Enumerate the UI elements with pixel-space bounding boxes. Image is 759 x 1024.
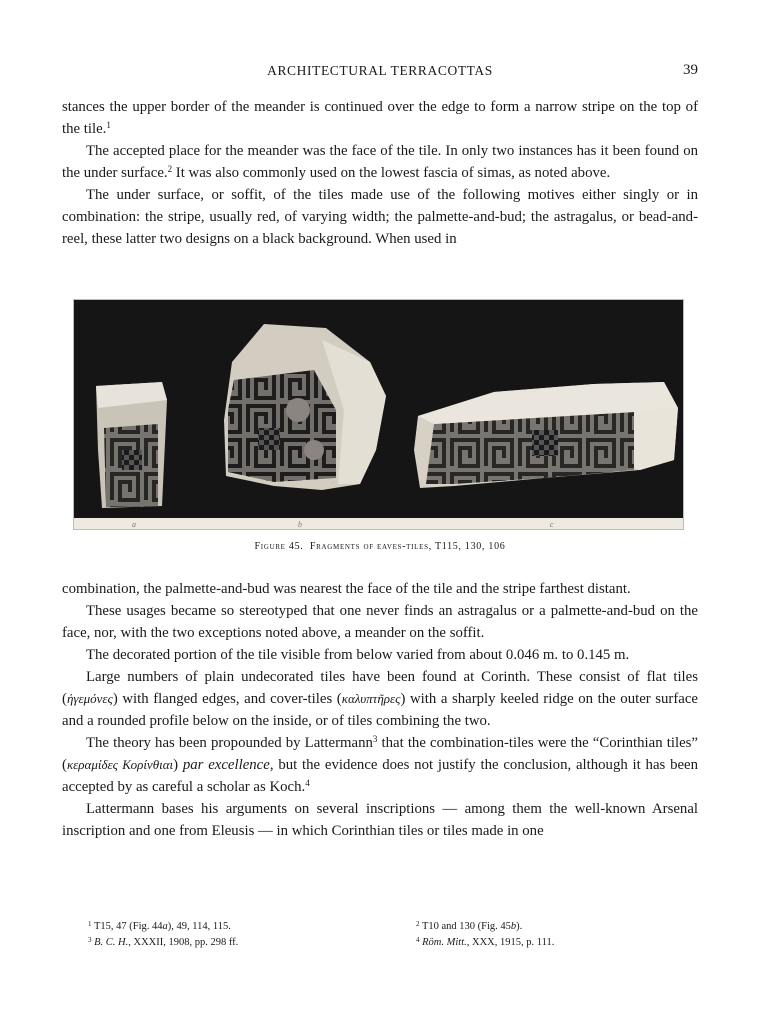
- paragraph-decorated-portion: [62, 644, 698, 666]
- figure-letter-a: a: [132, 520, 136, 529]
- paragraph-text: Large numbers of plain undecorated tiles have been found at Corinth. These consist of flat tiles (: [62, 669, 698, 707]
- paragraph-inscriptions: [62, 798, 698, 842]
- paragraph-text: combination, the palmette-and-bud was nearest the face of the tile and the stripe farthest distant.: [62, 581, 631, 597]
- paragraph-text: that the combination-tiles were the “Corinthian tiles” (: [62, 735, 698, 773]
- footnote-3: [88, 935, 238, 951]
- paragraph-text: The under surface, or soffit, of the tiles made use of the following motives either singly or in combination: the stripe, usually red, of varying width; the palmette-and-bud; the astragalus, or bead-and-reel, these latter two designs on a black background. When used in: [62, 187, 698, 247]
- greek-term: ἡγεμόνες: [66, 691, 113, 706]
- footnote-number: 1: [88, 920, 92, 928]
- tile-fragments-photo: [74, 300, 683, 529]
- greek-term: κεραμίδες Κορίνθιαι: [66, 757, 174, 772]
- figure-letter-b: b: [298, 520, 302, 529]
- figure-letter-c: c: [550, 520, 554, 529]
- paragraph-combination: [62, 578, 698, 600]
- footnote-ref: 4: [305, 778, 310, 788]
- paragraph-text: ): [173, 757, 183, 773]
- paragraph-meander-placement: [62, 140, 698, 184]
- paragraph-text: The theory has been propounded by Lattermann: [86, 735, 373, 751]
- paragraph-soffit-motives: [62, 184, 698, 250]
- paragraph-text: It was also commonly used on the lowest fascia of simas, as noted above.: [172, 165, 611, 181]
- footnote-text: ).: [516, 921, 523, 932]
- figure-photograph: [73, 299, 684, 530]
- paragraph-text: Lattermann bases his arguments on several inscriptions — among them the well-known Arsenal inscription and one from Eleusis — in which Corinthian tiles or tiles made in one: [62, 801, 698, 839]
- footnote-4: [416, 935, 554, 951]
- footnote-text: T10 and 130 (Fig. 45: [421, 921, 511, 932]
- page-header: [62, 63, 698, 83]
- footnote-number: 3: [88, 936, 92, 944]
- page-number: 39: [683, 62, 698, 78]
- figure-label: Figure 45.: [254, 541, 304, 552]
- greek-term: καλυπτῆρες: [341, 691, 401, 706]
- running-title: ARCHITECTURAL TERRACOTTAS: [267, 63, 493, 78]
- footnote-1: [88, 919, 231, 935]
- paragraph-continued: [62, 96, 698, 140]
- footnote-text: , XXXII, 1908, pp. 298 ff.: [128, 937, 239, 948]
- footnote-italic: B. C. H.: [94, 937, 129, 948]
- footnote-text: ), 49, 114, 115.: [167, 921, 231, 932]
- figure-description: Fragments of eaves-tiles, T115, 130, 106: [309, 541, 506, 552]
- footnote-2: [416, 919, 522, 935]
- paragraph-text: These usages became so stereotyped that one never finds an astragalus or a palmette-and-bud on the face, nor, with the two exceptions noted above, a meander on the soffit.: [62, 603, 698, 641]
- paragraph-text: ) with flanged edges, and cover-tiles (: [112, 691, 342, 707]
- footnote-italic: Röm. Mitt.: [422, 937, 467, 948]
- footnote-text: T15, 47 (Fig. 44: [93, 921, 163, 932]
- paragraph-text: The accepted place for the meander was the face of the tile. In only two instances has it been found on the under surface.: [62, 143, 698, 181]
- fragment-a: [96, 382, 167, 508]
- footnote-number: 2: [416, 920, 420, 928]
- footnote-ref: 3: [372, 734, 378, 744]
- top-text: [62, 96, 698, 250]
- paragraph-text: stances the upper border of the meander is continued over the edge to form a narrow stripe on the top of the tile.: [62, 99, 698, 137]
- paragraph-stereotyped: [62, 600, 698, 644]
- footnote-ref: 1: [106, 120, 111, 130]
- paragraph-text: ) with a sharply keeled ridge on the outer surface and a rounded profile below on the inside, or of tiles combining the two.: [62, 691, 698, 729]
- footnote-italic: b: [510, 921, 517, 932]
- paragraph-text: , but the evidence does not justify the conclusion, although it has been accepted by as careful a scholar as Koch.: [62, 757, 698, 795]
- figure-caption: [62, 541, 698, 552]
- footnote-number: 4: [416, 936, 420, 944]
- footnote-italic: a: [162, 921, 168, 932]
- italic-phrase: par excellence: [182, 757, 270, 773]
- bottom-text: [62, 578, 698, 842]
- footnote-ref: 2: [167, 164, 173, 174]
- footnote-text: , XXX, 1915, p. 111.: [466, 937, 555, 948]
- paragraph-text: The decorated portion of the tile visible from below varied from about 0.046 m. to 0.145 m.: [86, 647, 630, 663]
- paragraph-plain-tiles: [62, 666, 698, 732]
- paragraph-lattermann-theory: [62, 732, 698, 798]
